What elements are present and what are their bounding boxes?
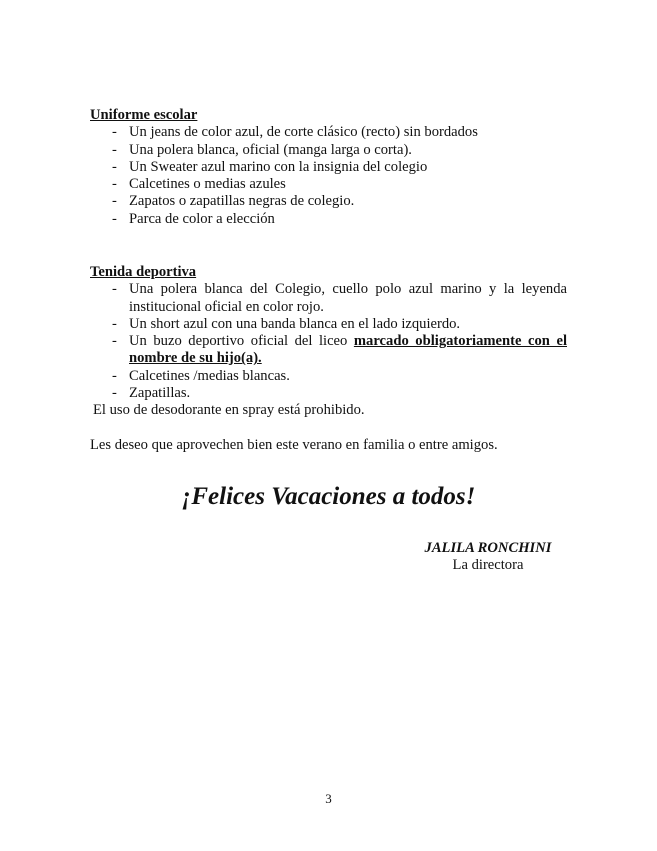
signature-name: JALILA RONCHINI	[424, 540, 552, 556]
list-item: - Zapatillas.	[112, 385, 191, 402]
buzo-emphasis: marcado obligatoriamente con el nombre de su hijo(a).	[129, 333, 567, 367]
uniforme-section	[90, 107, 567, 228]
list-item: - Una polera blanca, oficial (manga larga o corta).	[112, 141, 412, 158]
uniforme-list	[90, 124, 567, 228]
summer-wish: Les deseo que aprovechen bien este verano en familia o entre amigos.	[90, 437, 498, 453]
uniforme-heading: Uniforme escolar	[90, 107, 198, 123]
tenida-section	[90, 264, 567, 402]
signature-block	[388, 540, 588, 575]
list-item: - Un buzo deportivo oficial del liceo marcado obligatoriamente con el nombre de su hijo(a).	[112, 333, 567, 367]
list-item: - Un short azul con una banda blanca en el lado izquierdo.	[112, 315, 461, 332]
farewell-heading: ¡Felices Vacaciones a todos!	[181, 483, 476, 510]
list-item: - Calcetines o medias azules	[112, 176, 286, 193]
list-item: - Parca de color a elección	[112, 210, 275, 227]
list-item: - Un jeans de color azul, de corte clásico (recto) sin bordados	[112, 124, 478, 141]
deodorant-note: El uso de desodorante en spray está prohibido.	[93, 402, 365, 418]
signature-title: La directora	[452, 557, 524, 574]
tenida-list	[90, 281, 567, 402]
list-item: - Una polera blanca del Colegio, cuello polo azul marino y la leyenda institucional oficial en color rojo.	[112, 281, 567, 315]
page-number: 3	[325, 791, 332, 806]
tenida-heading: Tenida deportiva	[90, 264, 197, 280]
list-item: - Calcetines /medias blancas.	[112, 367, 290, 384]
list-item: - Un Sweater azul marino con la insignia del colegio	[112, 158, 428, 175]
list-item: - Zapatos o zapatillas negras de colegio.	[112, 193, 355, 210]
